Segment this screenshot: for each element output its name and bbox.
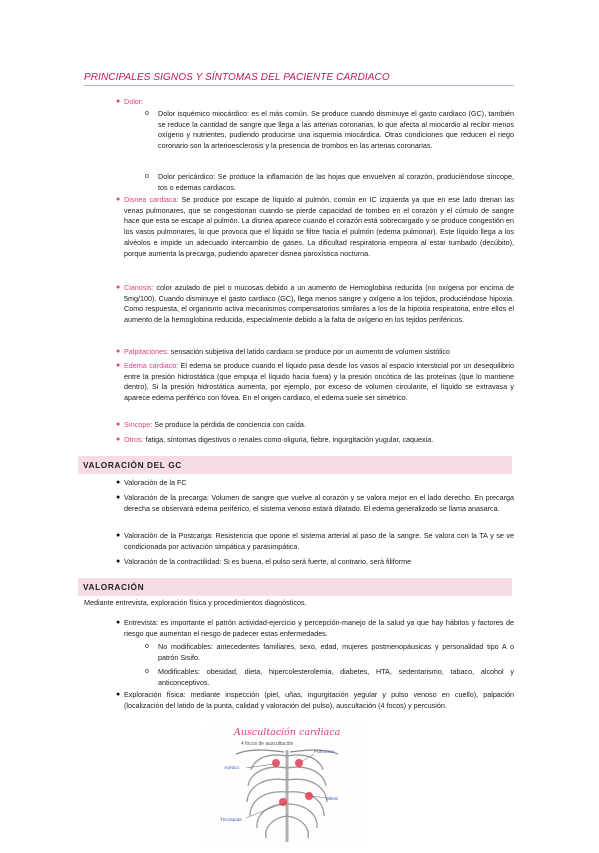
section-header-valoracion-gc [78, 456, 512, 474]
modificables-text: Modificables: obesidad, dieta, hipercolesterolemia, diabetes, HTA, sedentarismo, tabaco, alcohol y anticonceptivos. [158, 667, 514, 687]
dolor-pericardico-text: Dolor pericárdico: Se produce la inflamación de las hojas que envuelven al corazón, produciéndose síncope, tos o edemas cardiacos. [158, 172, 514, 192]
dolor-isquemico-text: Dolor isquémico miocárdico: es el más común. Se produce cuando disminuye el gasto cardiaco (GC), también se reduce la cantidad de sangre que llega a las arterias coronarias, lo que afecta al miocardio al recibir menos oxígeno y nutrientes, pudiendo producirse una isquemia miocárdica. Otras condiciones que reducen el riego coronario son la arterioesclerosis y la presencia de trombos en las arterias coronarias. [158, 109, 514, 151]
bullet-icon: ● [116, 196, 121, 203]
palpitaciones-label: Palpitaciones: [124, 347, 169, 356]
bullet-icon: ● [116, 421, 121, 428]
bullet-icon: ● [116, 619, 121, 626]
bullet-icon: ● [116, 98, 121, 105]
cianosis-text: color azulado de piel o mucosas debido a un aumento de Hemoglobina reducida (no oxígena por encima de 5mg/100). Cuando disminuye el gasto cardiaco (GC), llega menos sangre y oxígeno a los tejidos, produciéndose hipoxia. Como respuesta, el organismo activa mecanismos compensatorios similares a los de la hipoxia respiratoria, entre ellos el aumento de la hemoglobina reducida, especialmente debido a la falta de oxígeno en los tejidos periféricos. [124, 283, 514, 325]
pulmonary-focus-icon [295, 759, 303, 767]
sincope-text: Se produce la pérdida de conciencia con caída. [152, 420, 306, 429]
label-tricuspide: Tricúspide [220, 818, 242, 823]
circle-bullet-icon: o [145, 110, 149, 117]
figure-subtitle: 4 focos de auscultación [241, 741, 294, 747]
exploracion-text: Exploración física: mediante inspección (piel, uñas, ingurgitación yegular y pulso venoso en cuello), palpación (localización del latido de la punta, calidad y valoración del pulso), auscultación (4 focos) y percusión. [124, 690, 514, 710]
bullet-icon: ● [116, 558, 121, 565]
edema-label: Edema cardiaco: [124, 361, 179, 370]
dolor-label: Dolor: [124, 97, 144, 106]
aortic-focus-icon [272, 759, 280, 767]
bullet-icon: ● [116, 362, 121, 369]
valoracion-precarga-text: Valoración de la precarga: Volumen de sangre que vuelve al corazón y se valora mejor en el lado derecho. En precarga derecha se observará edema periférico, el sistema venoso estará dilatado. El edema generalizado se llama anasarca. [124, 493, 514, 513]
circle-bullet-icon: o [145, 643, 149, 650]
edema-text: El edema se produce cuando el líquido pasa desde los vasos al espacio intersticial por un desequilibrio entre la presión hidrostática (que empuja el líquido hacia fuera) y la presión oncótica de las proteínas (que lo mantiene dentro). Si la presión hidrostática aumenta, por ejemplo, por exceso de volumen circulante, el líquido se extravasa y aparece edema periférico con fóvea. En el origen cardiaco, el edema suele ser simétrico. [124, 361, 514, 403]
bullet-icon: ● [116, 494, 121, 501]
otros-paragraph [124, 435, 514, 446]
section-heading: VALORACIÓN DEL GC [83, 460, 182, 470]
sincope-label: Síncope: [124, 420, 153, 429]
circle-bullet-icon: o [145, 668, 149, 675]
section-heading: VALORACIÓN [83, 582, 145, 592]
otros-text: fatiga, síntomas digestivos o renales como oliguria, fiebre, ingurgitación yugular, caquexia. [143, 435, 434, 444]
entrevista-text: Entrevista: es importante el patrón actividad-ejercicio y percepción-manejo de la salud ya que hay hábitos y factores de riesgo que aumentan el riesgo de padecer estas enfermedades. [124, 618, 514, 638]
disnea-label: Disnea cardiaca: [124, 195, 179, 204]
tricuspid-focus-icon [279, 798, 287, 806]
cianosis-label: Cianosis: [124, 283, 154, 292]
section-header-valoracion [78, 578, 512, 596]
valoracion-contractilidad-text: Valoración de la contractilidad: Si es buena, el pulso será fuerte, al contrario, será filiforme [124, 557, 412, 566]
page-title: PRINCIPALES SIGNOS Y SÍNTOMAS DEL PACIENTE CARDIACO [84, 72, 390, 83]
bullet-icon: ● [116, 691, 121, 698]
palpitaciones-text: sensación subjetiva del latido cardiaco se produce por un aumento de volumen sistólico [168, 347, 451, 356]
figure-title: Auscultación cardiaca [234, 727, 341, 738]
valoracion-postcarga-text: Valoración de la Postcarga: Resistencia que opone el sistema arterial al paso de la sangre. Se valora con la TA y se ve condicionada por activación simpática y parasimpática. [124, 531, 514, 551]
disnea-text: Se produce por escape de líquido al pulmón, común en IC izquierda ya que en ese lado drenan las venas pulmonares, que se congestionan cuando se pierde capacidad de tombeo en el corazón y el cúmulo de sangre hace que esta se escape al pulmón. La disnea aparece cuando el corazón está sobrecargado y se produce congestión en los vasos pulmonares, lo que provoca que el líquido se filtre hacia el pulmón (edema pulmonar). Este líquido llega a los alvéolos e impide un adecuado intercambio de gases. La dificultad respiratoria empeora al estar tumbado (decúbito), porque aumenta la precarga, pudiendo aparecer disnea paroxística nocturna. [124, 195, 514, 258]
bullet-icon: ● [116, 348, 121, 355]
bullet-icon: ● [116, 284, 121, 291]
label-mitral: Mitral [326, 797, 338, 802]
label-aortico: Aórtico [224, 766, 239, 771]
no-modificables-text: No modificables: antecedentes familiares, sexo, edad, mujeres postmenopáusicas y personalidad tipo A o patrón Sisifo. [158, 642, 514, 662]
circle-bullet-icon: o [145, 173, 149, 180]
title-underline [84, 85, 514, 86]
bullet-icon: ● [116, 436, 121, 443]
sincope-paragraph [124, 420, 514, 431]
edema-paragraph [124, 361, 514, 404]
ribcage-illustration [206, 724, 368, 848]
valoracion-fc-text: Valoración de la FC [124, 478, 187, 487]
bullet-icon: ● [116, 532, 121, 539]
auscultacion-figure [206, 724, 368, 848]
valoracion-intro: Mediante entrevista, exploración física y procedimientos diagnósticos. [84, 598, 307, 607]
otros-label: Otros: [124, 435, 144, 444]
label-pulmonar: Pulmonar [314, 750, 335, 755]
palpitaciones-paragraph [124, 347, 514, 358]
bullet-icon: ● [116, 479, 121, 486]
disnea-paragraph [124, 195, 514, 259]
cianosis-paragraph [124, 283, 514, 326]
